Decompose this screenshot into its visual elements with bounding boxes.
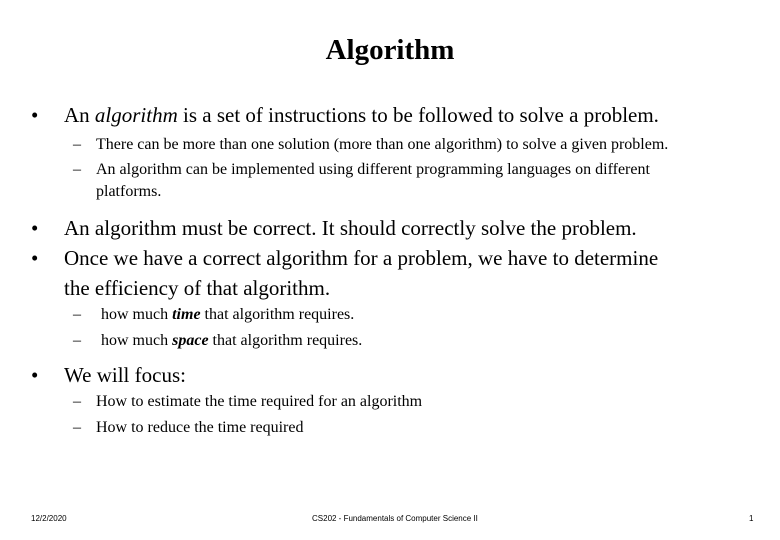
sub-bullet-3-2-text: [101, 330, 761, 352]
sub-bullet-3-2-pre: how much: [101, 332, 173, 349]
term-time: time: [172, 306, 201, 323]
bullet-3-line1: Once we have a correct algorithm for a problem, we have to determine: [64, 246, 659, 270]
slide-title: Algorithm: [325, 34, 455, 66]
sub-bullet-1-1-text: There can be more than one solution (more than one algorithm) to solve a given problem.: [96, 136, 669, 153]
footer-course: CS202 - Fundamentals of Computer Science II: [312, 514, 478, 523]
bullet-symbol: •: [31, 363, 39, 387]
bullet-1-post: is a set of instructions to be followed to solve a problem.: [177, 103, 659, 127]
sub-bullet-3-1-pre: how much: [101, 306, 173, 323]
dash-symbol: –: [73, 393, 81, 410]
sub-bullet-1-2-line2: platforms.: [96, 183, 162, 200]
bullet-1-text: [64, 100, 764, 130]
term-space: space: [172, 332, 209, 349]
footer-date: 12/2/2020: [31, 514, 67, 523]
bullet-symbol: •: [31, 246, 39, 270]
dash-symbol: –: [73, 136, 81, 153]
dash-symbol: –: [73, 306, 81, 323]
sub-bullet-1-2-line1: An algorithm can be implemented using different programming languages on different: [96, 161, 650, 178]
sub-bullet-3-1-text: [101, 304, 761, 326]
bullet-3-line2: the efficiency of that algorithm.: [64, 276, 331, 300]
bullet-2-text: An algorithm must be correct. It should correctly solve the problem.: [64, 216, 637, 240]
dash-symbol: –: [73, 161, 81, 178]
sub-bullet-4-1-text: How to estimate the time required for an algorithm: [96, 393, 423, 410]
bullet-1-pre: An: [64, 103, 95, 127]
footer-page-number: 1: [749, 514, 754, 523]
term-algorithm: algorithm: [94, 103, 178, 127]
bullet-symbol: •: [31, 103, 39, 127]
dash-symbol: –: [73, 419, 81, 436]
dash-symbol: –: [73, 332, 81, 349]
bullet-symbol: •: [31, 216, 39, 240]
sub-bullet-3-1-post: that algorithm requires.: [200, 306, 355, 323]
bullet-4-text: We will focus:: [64, 363, 186, 387]
sub-bullet-4-2-text: How to reduce the time required: [96, 419, 304, 436]
sub-bullet-3-2-post: that algorithm requires.: [208, 332, 363, 349]
